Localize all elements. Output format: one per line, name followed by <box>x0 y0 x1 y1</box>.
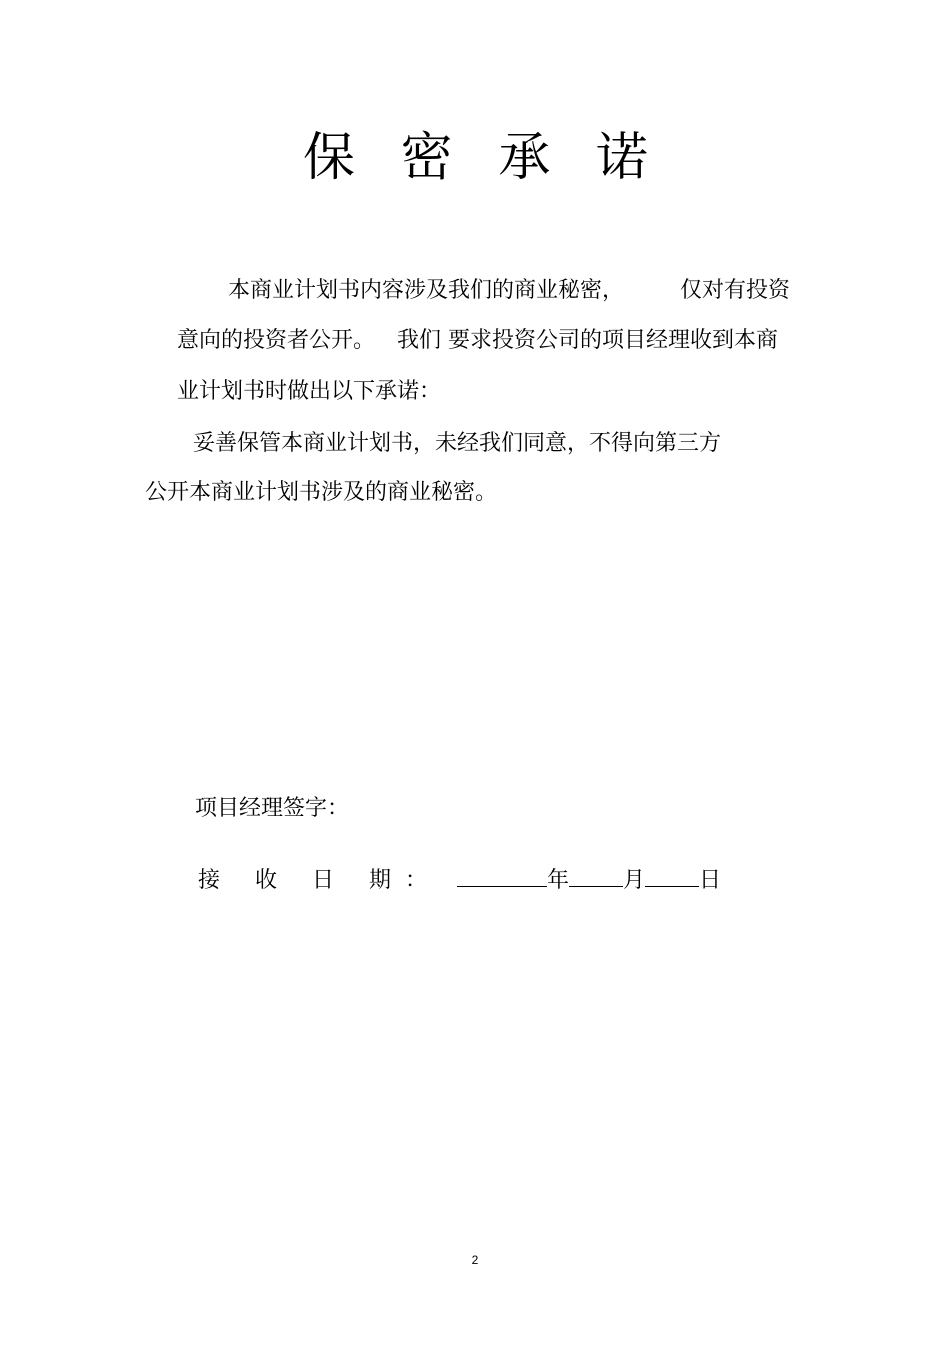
day-blank <box>645 864 699 887</box>
paragraph1-line2a: 意向的投资者公开。 <box>177 328 376 353</box>
paragraph1-line1a: 本商业计划书内容涉及我们的商业秘密， <box>228 278 625 303</box>
document-title <box>303 126 648 190</box>
signature-label: 项目经理签字： <box>195 796 350 821</box>
date-row <box>198 864 721 895</box>
page-number: 2 <box>471 1253 479 1267</box>
title-char-4: 诺 <box>595 128 648 188</box>
year-blank <box>457 864 547 887</box>
paragraph2-line1: 妥善保管本商业计划书，未经我们同意，不得向第三方 <box>193 431 722 456</box>
paragraph1-line3: 业计划书时做出以下承诺： <box>177 379 442 404</box>
month-blank <box>569 864 623 887</box>
month-label: 月 <box>623 868 646 893</box>
date-label: 接 收 日 期： <box>198 868 441 893</box>
paragraph1-line1b: 仅对有投资 <box>680 278 791 303</box>
day-label: 日 <box>699 868 722 893</box>
title-char-3: 承 <box>498 128 551 188</box>
year-label: 年 <box>546 868 569 893</box>
title-char-2: 密 <box>400 128 453 188</box>
paragraph1-line2b: 我们 要求投资公司的项目经理收到本商 <box>397 328 778 353</box>
paragraph2-line2: 公开本商业计划书涉及的商业秘密。 <box>145 480 498 505</box>
title-char-1: 保 <box>303 128 356 188</box>
